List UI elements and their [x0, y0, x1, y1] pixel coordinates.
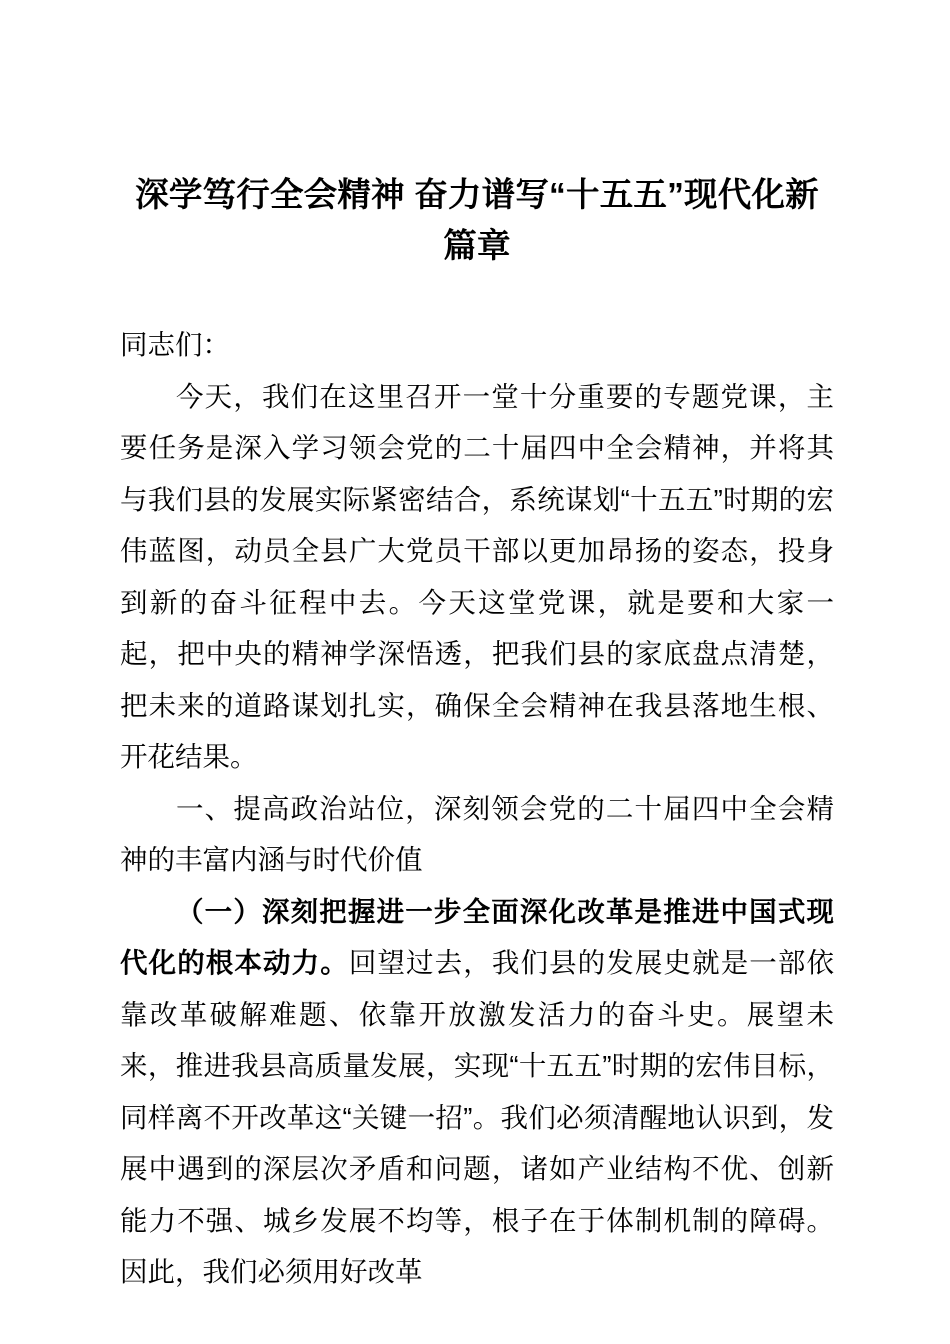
subsection-body-1: 回望过去，我们县的发展史就是一部依靠改革破解难题、依靠开放激发活力的奋斗史。展望未来，推进我县高质量发展，实现“十五五”时期的宏伟目标，同样离不开改革这“关键一招”。我们必须清醒地认识到，发展中遇到的深层次矛盾和问题，诸如产业结构不优、创新能力不强、城乡发展不均等，根子在于体制机制的障碍。因此，我们必须用好改革 — [120, 947, 835, 1287]
body-paragraph-1: 今天，我们在这里召开一堂十分重要的专题党课，主要任务是深入学习领会党的二十届四中全会精神，并将其与我们县的发展实际紧密结合，系统谋划“十五五”时期的宏伟蓝图，动员全县广大党员干部以更加昂扬的姿态，投身到新的奋斗征程中去。今天这堂党课，就是要和大家一起，把中央的精神学深悟透，把我们县的家底盘点清楚，把未来的道路谋划扎实，确保全会精神在我县落地生根、开花结果。 — [120, 380, 834, 772]
subsection-paragraph-1 — [120, 886, 834, 1298]
document-content — [120, 0, 834, 1298]
title-body-spacer — [120, 272, 834, 319]
page-title: 深学笃行全会精神 奋力谱写“十五五”现代化新篇章 — [135, 177, 819, 265]
section-heading-1: 一、提高政治站位，深刻领会党的二十届四中全会精神的丰富内涵与时代价值 — [120, 792, 834, 875]
salutation-line: 同志们： — [120, 329, 230, 360]
subsection-heading-1-bold: （一）深刻把握进一步全面深化改革是推进中国式现代化的根本动力。 — [120, 895, 834, 978]
